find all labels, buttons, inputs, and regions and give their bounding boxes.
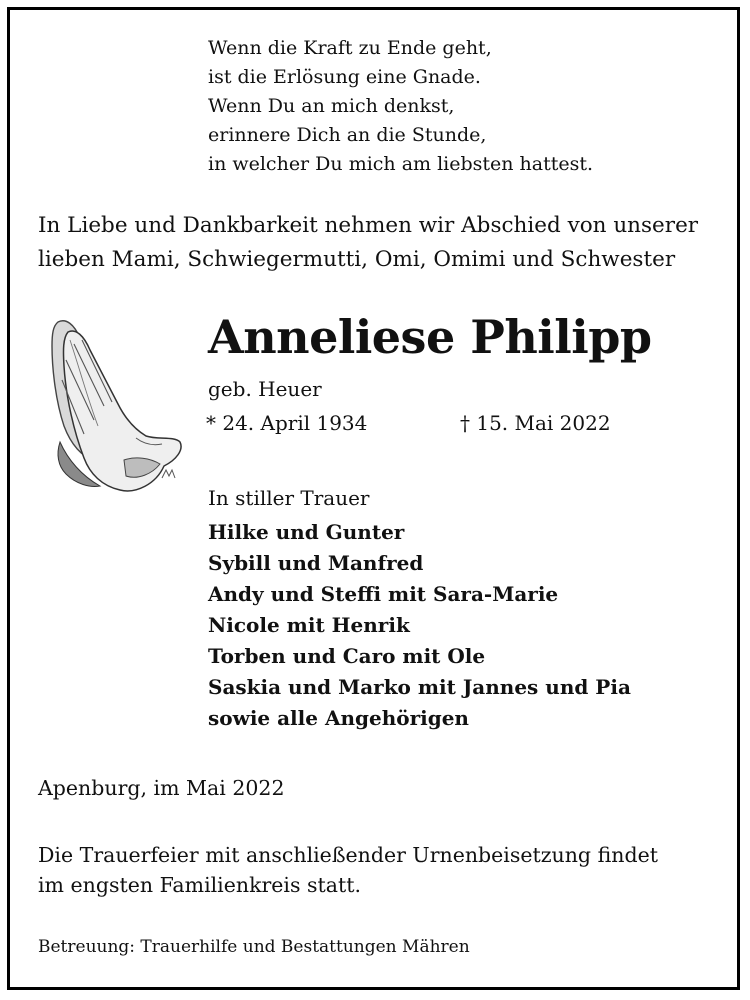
family-member: Torben und Caro mit Ole [208,644,486,668]
poem-line: Wenn Du an mich denkst, [208,95,455,117]
poem-line: ist die Erlösung eine Gnade. [208,66,481,88]
family-member: Sybill und Manfred [208,551,424,575]
birth-date: * 24. April 1934 [206,411,368,435]
funeral-home-credit: Betreuung: Trauerhilfe und Bestattungen Mähren [38,937,470,957]
family-member: Saskia und Marko mit Jannes und Pia [208,675,631,699]
intro-line: lieben Mami, Schwiegermutti, Omi, Omimi und Schwester [38,247,676,272]
poem-line: Wenn die Kraft zu Ende geht, [208,37,492,59]
ceremony-notice [38,840,658,900]
death-date: † 15. Mai 2022 [460,411,611,435]
family-list [208,517,631,734]
ceremony-line: Die Trauerfeier mit anschließender Urnenbeisetzung findet [38,843,658,867]
family-member: Hilke und Gunter [208,520,405,544]
ceremony-line: im engsten Familienkreis statt. [38,873,361,897]
poem-line: in welcher Du mich am liebsten hattest. [208,153,594,175]
family-member: Andy und Steffi mit Sara-Marie [208,582,559,606]
poem-line: erinnere Dich an die Stunde, [208,124,487,146]
family-member: sowie alle Angehörigen [208,706,469,730]
intro-text [38,209,698,277]
poem [208,34,593,179]
maiden-name: geb. Heuer [208,377,322,401]
obituary-frame [7,7,740,990]
mourning-label: In stiller Trauer [208,486,370,510]
family-member: Nicole mit Henrik [208,613,410,637]
praying-hands-icon [40,310,185,500]
intro-line: In Liebe und Dankbarkeit nehmen wir Abschied von unserer [38,213,699,238]
place-date: Apenburg, im Mai 2022 [38,776,285,800]
deceased-name: Anneliese Philipp [208,310,652,364]
